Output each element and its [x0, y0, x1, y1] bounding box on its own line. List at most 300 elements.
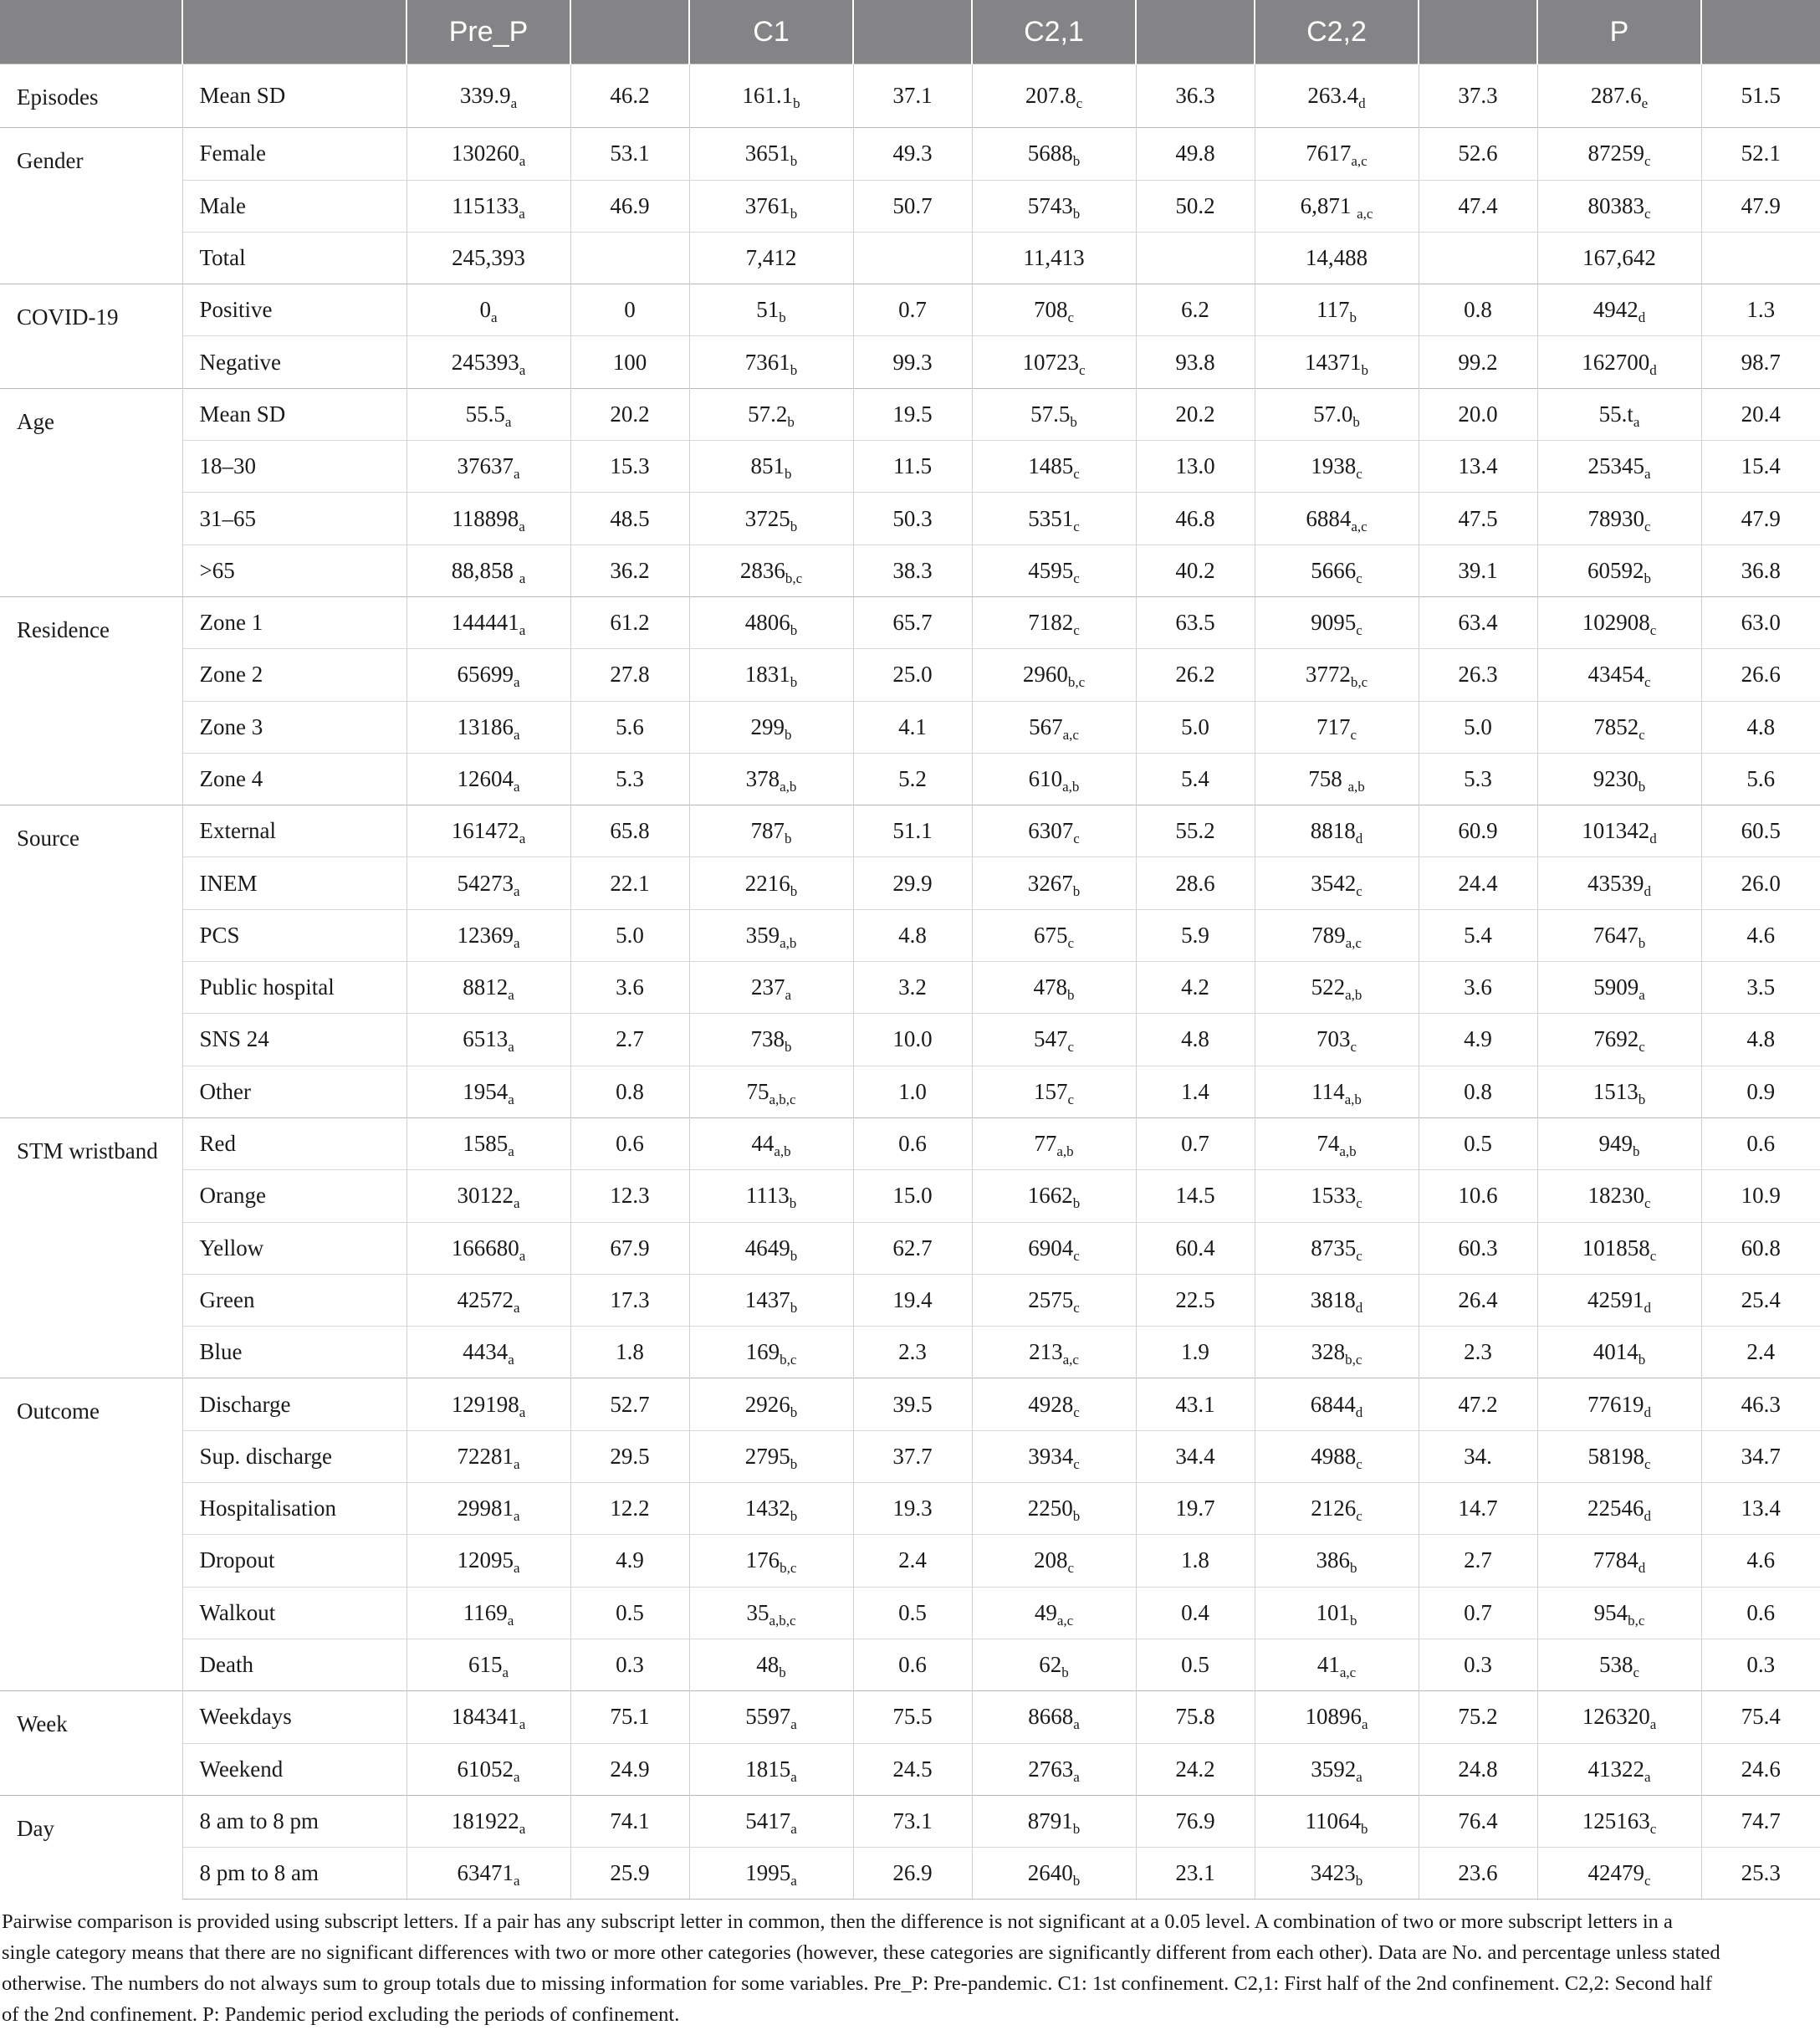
cell-value: 6307 [1028, 818, 1074, 844]
significance-subscript: a [1356, 1768, 1362, 1785]
header-cell [1419, 0, 1537, 64]
significance-subscript: a,c [1062, 1352, 1079, 1368]
cell-value: 10.9 [1741, 1183, 1781, 1209]
significance-subscript: a [790, 1820, 797, 1837]
cell-value: 20.2 [1175, 401, 1215, 427]
cell-value: 4806 [744, 610, 790, 636]
count-cell [1537, 1274, 1701, 1326]
count-cell [1255, 1691, 1419, 1743]
significance-subscript: d [1644, 1508, 1651, 1525]
significance-subscript: a [790, 1873, 797, 1889]
cell-value: 3.5 [1746, 974, 1776, 1000]
percent-cell [1136, 1639, 1255, 1690]
table-row [0, 1691, 1820, 1743]
cell-value: 52.7 [610, 1391, 650, 1417]
count-cell [1537, 284, 1701, 336]
count-cell [1255, 441, 1419, 493]
count-cell [406, 1691, 570, 1743]
cell-value: 10.0 [892, 1026, 933, 1052]
count-cell [1537, 232, 1701, 284]
count-cell [1255, 1014, 1419, 1066]
count-cell [972, 857, 1136, 909]
percent-cell [570, 1066, 689, 1117]
table-row [0, 1327, 1820, 1378]
cell-value: 74.1 [610, 1808, 650, 1833]
cell-value: 26.3 [1458, 662, 1498, 688]
significance-subscript: a [508, 1091, 514, 1107]
significance-subscript: a,b [774, 1143, 791, 1160]
cell-value: 0.9 [1746, 1078, 1776, 1104]
significance-subscript: a,c [1345, 934, 1362, 951]
significance-subscript: d [1638, 309, 1646, 326]
significance-subscript: d [1638, 1560, 1646, 1577]
cell-value: 49.8 [1175, 141, 1215, 166]
cell-value: 263.4 [1307, 83, 1359, 109]
significance-subscript: c [1073, 622, 1080, 639]
significance-subscript: b,c [1350, 674, 1368, 691]
cell-value: 26.9 [892, 1860, 933, 1886]
count-cell [406, 545, 570, 596]
cell-value: 22.5 [1175, 1286, 1215, 1312]
count-cell [1537, 388, 1701, 440]
percent-cell [1136, 1743, 1255, 1795]
significance-subscript: c [1067, 1560, 1075, 1577]
cell-value: 23.1 [1175, 1860, 1215, 1886]
cell-value: 26.4 [1458, 1286, 1498, 1312]
percent-cell [1136, 64, 1255, 128]
percent-cell [853, 284, 972, 336]
percent-cell [1136, 1327, 1255, 1378]
percent-cell [1419, 1117, 1537, 1169]
significance-subscript: b [1633, 1143, 1640, 1160]
count-cell [1537, 649, 1701, 701]
cell-value: 547 [1033, 1026, 1068, 1052]
count-cell [1537, 753, 1701, 805]
percent-cell [570, 857, 689, 909]
count-cell [1255, 1795, 1419, 1847]
cell-value: 75.8 [1175, 1704, 1215, 1730]
cell-value: 5.6 [616, 713, 644, 739]
percent-cell [853, 1066, 972, 1117]
percent-cell [1136, 180, 1255, 232]
cell-value: 65.7 [892, 610, 933, 636]
cell-value: 36.2 [610, 557, 650, 583]
cell-value: 47.4 [1458, 192, 1498, 218]
cell-value: 8791 [1027, 1808, 1073, 1833]
percent-cell [1701, 1430, 1820, 1482]
cell-value: 3542 [1311, 870, 1357, 896]
cell-value: 63.4 [1458, 610, 1498, 636]
category-cell: Outcome [0, 1378, 182, 1691]
cell-value: 144441 [451, 610, 519, 636]
significance-subscript: d [1644, 1299, 1651, 1316]
cell-value: 25345 [1587, 453, 1644, 479]
significance-subscript: c [1350, 1039, 1357, 1056]
cell-value: 3.2 [898, 974, 927, 1000]
cell-value: 5.0 [1464, 713, 1492, 739]
percent-cell [570, 1587, 689, 1639]
count-cell [1255, 962, 1419, 1014]
count-cell [1537, 493, 1701, 545]
table-row [0, 180, 1820, 232]
significance-subscript: a [508, 987, 514, 1004]
significance-subscript: b [790, 1247, 798, 1264]
cell-value: 4.8 [1746, 1026, 1776, 1052]
cell-value: 2836 [739, 557, 785, 583]
percent-cell [853, 1170, 972, 1222]
table-row [0, 336, 1820, 388]
row-label: Yellow [182, 1222, 406, 1274]
count-cell [972, 1170, 1136, 1222]
percent-cell [1136, 284, 1255, 336]
cell-value: 47.9 [1741, 192, 1781, 218]
percent-cell [570, 1222, 689, 1274]
significance-subscript: a,b [1062, 779, 1080, 795]
significance-subscript: e [1641, 95, 1649, 112]
significance-subscript: b [1072, 882, 1081, 899]
count-cell [689, 232, 853, 284]
cell-value: 0.5 [1464, 1131, 1492, 1157]
cell-value: 102908 [1582, 610, 1650, 636]
percent-cell [853, 857, 972, 909]
percent-cell [853, 180, 972, 232]
cell-value: 11,413 [1023, 245, 1085, 271]
count-cell [972, 232, 1136, 284]
significance-subscript: b [790, 1508, 798, 1525]
count-cell [689, 1848, 853, 1900]
cell-value: 208 [1033, 1547, 1068, 1573]
cell-value: 6.2 [1181, 297, 1209, 323]
significance-subscript: b [787, 413, 795, 430]
table-row [0, 1066, 1820, 1117]
table-footnote: Pairwise comparison is provided using subscript letters. If a pair has any subscript letter in common, then the difference is not significant at a 0.05 level. A combination of two or more subscript letters in a single category means that there are no significant differences with two or more other categories (however, these categories are significantly different from each other). Data are No. and percentage unless stated otherwise. The numbers do not always sum to group totals due to missing information for some variables. Pre_P: Pre-pandemic. C1: 1st confinement. C2,1: First half of the 2nd confinement. C2,2: Second half of the 2nd confinement. P: Pandemic period excluding the periods of confinement. [2, 1910, 1720, 2027]
percent-cell [853, 441, 972, 493]
percent-cell [1419, 1691, 1537, 1743]
cell-value: 5597 [745, 1704, 791, 1730]
cell-value: 25.3 [1741, 1860, 1781, 1886]
count-cell [406, 753, 570, 805]
table-row [0, 857, 1820, 909]
cell-value: 7647 [1592, 922, 1639, 948]
significance-subscript: c [1356, 882, 1362, 899]
significance-subscript: a [510, 95, 518, 112]
percent-cell [1419, 1535, 1537, 1587]
percent-cell [570, 284, 689, 336]
significance-subscript: b [779, 309, 786, 326]
cell-value: 0.7 [1181, 1131, 1209, 1157]
table-row [0, 701, 1820, 753]
percent-cell [1419, 701, 1537, 753]
count-cell [1537, 128, 1701, 180]
count-cell [406, 1066, 570, 1117]
cell-value: 0.6 [616, 1131, 644, 1157]
count-cell [689, 701, 853, 753]
count-cell [689, 1743, 853, 1795]
cell-value: 24.4 [1458, 870, 1498, 896]
cell-value: 58198 [1587, 1443, 1644, 1469]
count-cell [406, 1378, 570, 1430]
count-cell [1255, 857, 1419, 909]
cell-value: 54273 [457, 870, 514, 896]
percent-cell [1136, 1378, 1255, 1430]
cell-value: 717 [1316, 713, 1351, 739]
count-cell [972, 1639, 1136, 1690]
count-cell [1537, 1170, 1701, 1222]
cell-value: 2960 [1022, 662, 1068, 688]
percent-cell [1701, 701, 1820, 753]
count-cell [972, 1483, 1136, 1535]
percent-cell [1419, 1066, 1537, 1117]
cell-value: 287.6 [1590, 83, 1642, 109]
cell-value: 2.7 [616, 1026, 644, 1052]
cell-value: 4.8 [1746, 713, 1776, 739]
cell-value: 46.2 [610, 83, 650, 109]
cell-value: 6513 [463, 1026, 509, 1052]
count-cell [689, 1587, 853, 1639]
cell-value: 51.5 [1741, 83, 1781, 109]
cell-value: 339.9 [459, 83, 511, 109]
cell-value: 55.2 [1175, 818, 1215, 844]
percent-cell [1136, 1222, 1255, 1274]
count-cell [689, 1327, 853, 1378]
significance-subscript: a [519, 1820, 526, 1837]
significance-subscript: b,c [785, 570, 803, 586]
significance-subscript: a [1649, 1716, 1657, 1733]
cell-value: 46.3 [1741, 1391, 1781, 1417]
percent-cell [1701, 857, 1820, 909]
cell-value: 74.7 [1741, 1808, 1781, 1833]
count-cell [406, 1014, 570, 1066]
count-cell [972, 493, 1136, 545]
count-cell [1255, 1222, 1419, 1274]
percent-cell [1419, 284, 1537, 336]
percent-cell [1419, 1848, 1537, 1900]
significance-subscript: a [513, 779, 520, 795]
table-row [0, 1639, 1820, 1690]
cell-value: 61.2 [610, 610, 650, 636]
cell-value: 8818 [1310, 818, 1356, 844]
percent-cell [570, 232, 689, 284]
count-cell [1537, 64, 1701, 128]
count-cell [1255, 180, 1419, 232]
cell-value: 12604 [457, 766, 514, 791]
cell-value: 299 [750, 713, 785, 739]
significance-subscript: a [1361, 1716, 1368, 1733]
count-cell [406, 1430, 570, 1482]
cell-value: 2575 [1028, 1286, 1074, 1312]
count-cell [689, 545, 853, 596]
significance-subscript: c [1073, 1404, 1080, 1420]
cell-value: 5.0 [616, 922, 644, 948]
count-cell [1537, 1066, 1701, 1117]
cell-value: 76.9 [1175, 1808, 1215, 1833]
cell-value: 43.1 [1175, 1391, 1215, 1417]
percent-cell [853, 388, 972, 440]
category-cell: COVID-19 [0, 284, 182, 389]
cell-value: 207.8 [1025, 83, 1076, 109]
cell-value: 53.1 [610, 141, 650, 166]
count-cell [406, 1795, 570, 1847]
significance-subscript: b [1644, 570, 1651, 586]
cell-value: 2216 [744, 870, 790, 896]
cell-value: 4434 [463, 1339, 509, 1365]
significance-subscript: b [785, 831, 792, 847]
cell-value: 3.6 [1464, 974, 1492, 1000]
row-label: Sup. discharge [182, 1430, 406, 1482]
table-row [0, 232, 1820, 284]
count-cell [1255, 1170, 1419, 1222]
significance-subscript: a [519, 831, 526, 847]
cell-value: 245393 [451, 349, 519, 375]
count-cell [1255, 596, 1419, 648]
percent-cell [1419, 336, 1537, 388]
percent-cell [853, 1535, 972, 1587]
cell-value: 954 [1593, 1599, 1628, 1625]
significance-subscript: a [513, 466, 520, 483]
count-cell [972, 1117, 1136, 1169]
table-row [0, 596, 1820, 648]
significance-subscript: d [1644, 1404, 1651, 1420]
table-row [0, 1430, 1820, 1482]
cell-value: 478 [1033, 974, 1067, 1000]
category-cell: Source [0, 805, 182, 1118]
percent-cell [570, 1691, 689, 1743]
significance-subscript: b [1061, 1664, 1069, 1681]
cell-value: 4.6 [1746, 922, 1776, 948]
cell-value: 7852 [1593, 713, 1639, 739]
cell-value: 99.3 [892, 349, 933, 375]
count-cell [1255, 1066, 1419, 1117]
count-cell [1255, 1274, 1419, 1326]
cell-value: 18230 [1587, 1183, 1644, 1209]
cell-value: 2795 [744, 1443, 790, 1469]
significance-subscript: c [1067, 934, 1075, 951]
count-cell [1537, 1691, 1701, 1743]
category-cell: Day [0, 1795, 182, 1900]
count-cell [689, 180, 853, 232]
percent-cell [1136, 493, 1255, 545]
cell-value: 708 [1033, 297, 1068, 323]
cell-value: 7,412 [745, 245, 797, 271]
significance-subscript: a [513, 882, 520, 899]
cell-value: 0.3 [1464, 1652, 1492, 1678]
significance-subscript: c [1356, 1508, 1362, 1525]
cell-value: 115133 [452, 192, 519, 218]
percent-cell [570, 128, 689, 180]
percent-cell [570, 545, 689, 596]
cell-value: 65699 [457, 662, 514, 688]
cell-value: 2926 [744, 1391, 790, 1417]
cell-value: 5.2 [898, 766, 927, 791]
count-cell [972, 1222, 1136, 1274]
percent-cell [1136, 1535, 1255, 1587]
cell-value: 55.5 [465, 401, 505, 427]
row-label: Hospitalisation [182, 1483, 406, 1535]
count-cell [1537, 805, 1701, 857]
cell-value: 24.5 [892, 1756, 933, 1782]
cell-value: 43539 [1587, 870, 1644, 896]
cell-value: 1954 [463, 1078, 509, 1104]
count-cell [972, 1743, 1136, 1795]
cell-value: 76.4 [1458, 1808, 1498, 1833]
row-label: Death [182, 1639, 406, 1690]
cell-value: 88,858 [451, 557, 519, 583]
significance-subscript: a [513, 674, 520, 691]
cell-value: 43454 [1587, 662, 1644, 688]
percent-cell [853, 1743, 972, 1795]
count-cell [1537, 962, 1701, 1014]
cell-value: 60.4 [1175, 1235, 1215, 1260]
percent-cell [1419, 1378, 1537, 1430]
significance-subscript: a [507, 1612, 514, 1629]
significance-subscript: a [1073, 1716, 1080, 1733]
cell-value: 25.4 [1741, 1286, 1781, 1312]
percent-cell [570, 1639, 689, 1690]
cell-value: 12.3 [610, 1183, 650, 1209]
table-row [0, 493, 1820, 545]
count-cell [689, 1014, 853, 1066]
table-row [0, 1795, 1820, 1847]
cell-value: 36.8 [1741, 557, 1781, 583]
significance-subscript: b [779, 1664, 786, 1681]
cell-value: 5743 [1027, 192, 1073, 218]
cell-value: 61052 [457, 1756, 514, 1782]
percent-cell [570, 1795, 689, 1847]
header-cell [0, 0, 182, 64]
percent-cell [1136, 1691, 1255, 1743]
cell-value: 101 [1316, 1599, 1350, 1625]
significance-subscript: c [1073, 1455, 1080, 1472]
percent-cell [853, 649, 972, 701]
cell-value: 12369 [457, 922, 514, 948]
cell-value: 65.8 [610, 818, 650, 844]
significance-subscript: b [1355, 1873, 1363, 1889]
cell-value: 72281 [457, 1443, 514, 1469]
cell-value: 2640 [1027, 1860, 1073, 1886]
percent-cell [1701, 649, 1820, 701]
table-row [0, 1587, 1820, 1639]
cell-value: 34.7 [1741, 1443, 1781, 1469]
count-cell [406, 701, 570, 753]
count-cell [972, 1378, 1136, 1430]
cell-value: 49.3 [892, 141, 933, 166]
cell-value: 4.9 [616, 1547, 644, 1573]
significance-subscript: c [1649, 1247, 1657, 1264]
cell-value: 1437 [744, 1286, 790, 1312]
significance-subscript: a [519, 1716, 526, 1733]
cell-value: 2.4 [898, 1547, 927, 1573]
significance-subscript: b [1638, 779, 1646, 795]
cell-value: 75 [746, 1078, 769, 1104]
count-cell [406, 1483, 570, 1535]
table-row [0, 1743, 1820, 1795]
cell-value: 237 [750, 974, 785, 1000]
table-row [0, 441, 1820, 493]
significance-subscript: c [1067, 309, 1075, 326]
percent-cell [853, 545, 972, 596]
significance-subscript: b [789, 1195, 797, 1212]
cell-value: 41322 [1587, 1756, 1644, 1782]
significance-subscript: a [1639, 987, 1645, 1004]
count-cell [1255, 284, 1419, 336]
count-cell [689, 64, 853, 128]
cell-value: 22.1 [610, 870, 650, 896]
cell-value: 1.8 [616, 1339, 644, 1365]
percent-cell [1701, 805, 1820, 857]
percent-cell [1136, 1117, 1255, 1169]
percent-cell [1136, 545, 1255, 596]
cell-value: 37637 [457, 453, 514, 479]
